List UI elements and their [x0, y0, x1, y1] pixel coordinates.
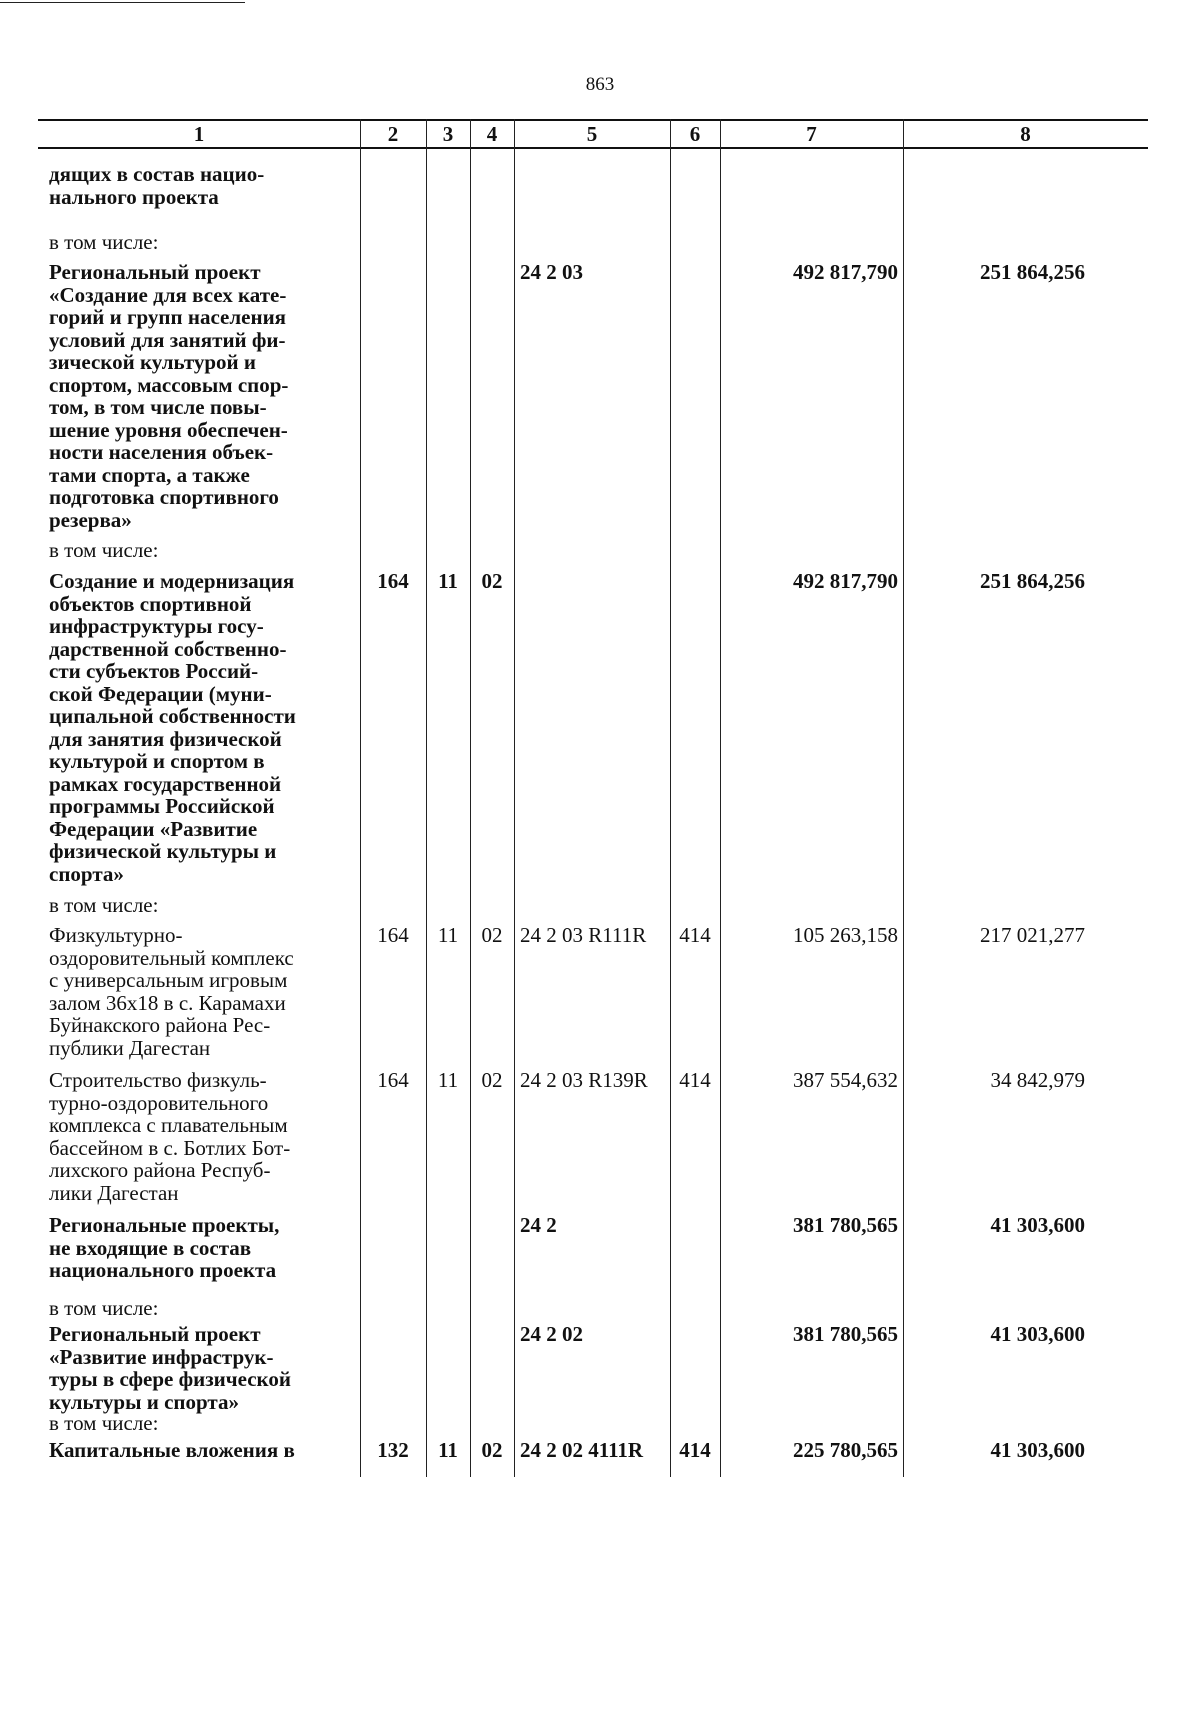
cell-c4: 02 [481, 569, 503, 593]
table-row [38, 1412, 1148, 1435]
page-number: 863 [585, 74, 615, 95]
row-title-line: нального проекта [49, 184, 219, 209]
row-title-line: ской Федерации (муни- [49, 681, 272, 706]
row-title-line: не входящие в состав [49, 1235, 252, 1260]
row-title-line: Региональные проекты, [49, 1213, 280, 1237]
cell-c2: 164 [377, 569, 409, 593]
row-title-line: в том числе: [49, 1411, 159, 1435]
row-title-line: Физкультурно- [49, 923, 183, 947]
budget-table [38, 119, 1148, 1462]
column-rule [360, 147, 361, 1477]
table-row [38, 1297, 1148, 1320]
row-title-line: Капитальные вложения в [49, 1438, 295, 1462]
cell-c8: 41 303,600 [990, 1438, 1085, 1462]
row-title-line: спортом, массовым спор- [49, 372, 289, 397]
table-row [38, 570, 1148, 885]
cell-c7: 105 263,158 [793, 923, 898, 947]
header-rule [903, 119, 904, 147]
header-rule [514, 119, 515, 147]
row-title [49, 1069, 374, 1204]
cell-c8: 251 864,256 [980, 569, 1085, 593]
table-row [38, 924, 1148, 1059]
row-title-line: Создание и модернизация [49, 569, 295, 593]
cell-c2: 164 [377, 1068, 409, 1092]
row-title-line: горий и групп населения [49, 305, 287, 329]
col-header-2: 2 [387, 122, 399, 146]
row-title-line: лики Дагестан [49, 1180, 179, 1205]
table-row [38, 1069, 1148, 1204]
row-title [49, 1412, 374, 1435]
row-title-line: том, в том числе повы- [49, 395, 267, 419]
row-title-line: рамках государственной [49, 771, 282, 796]
row-title [49, 570, 374, 885]
column-rule [720, 147, 721, 1477]
row-title [49, 261, 374, 531]
col-header-3: 3 [442, 122, 454, 146]
row-title-line: национального проекта [49, 1258, 277, 1282]
row-title-line: дарственной собственно- [49, 636, 287, 661]
table-row [38, 1439, 1148, 1462]
cell-c5: 24 2 03 R111R [520, 923, 647, 947]
cell-c7: 492 817,790 [793, 569, 898, 593]
cell-c6: 414 [679, 1068, 711, 1092]
row-title [49, 1323, 374, 1413]
row-title [49, 894, 374, 917]
col-header-4: 4 [486, 122, 498, 146]
row-title-line: бассейном в с. Ботлих Бот- [49, 1135, 291, 1160]
cell-c7: 492 817,790 [793, 260, 898, 284]
row-title [49, 539, 374, 562]
row-title-line: ципальной собственности [49, 704, 296, 728]
col-header-1: 1 [193, 122, 205, 146]
column-rule [514, 147, 515, 1477]
row-title-line: залом 36х18 в с. Карамахи [49, 990, 286, 1015]
cell-c7: 381 780,565 [793, 1213, 898, 1237]
row-title-line: подготовка спортивного [49, 485, 279, 509]
row-title-line: программы Российской [49, 794, 275, 818]
row-title-line: зической культурой и [49, 350, 256, 374]
row-title-line: тами спорта, а также [49, 462, 250, 487]
row-title-line: спорта» [49, 861, 124, 886]
row-title-line: культурой и спортом в [49, 749, 265, 773]
col-header-6: 6 [689, 122, 701, 146]
row-title-line: дящих в состав нацио- [49, 162, 265, 186]
header-rule [470, 119, 471, 147]
row-title-line: объектов спортивной [49, 591, 252, 616]
table-row [38, 539, 1148, 562]
row-title-line: лихского района Респуб- [49, 1158, 271, 1182]
row-title-line: культуры и спорта» [49, 1389, 239, 1414]
row-title [49, 1439, 374, 1462]
row-title-line: комплекса с плавательным [49, 1113, 288, 1137]
cell-c3: 11 [437, 1068, 459, 1092]
cell-c5: 24 2 02 4111R [520, 1438, 644, 1462]
row-title-line: шение уровня обеспечен- [49, 417, 288, 442]
row-title-line: ности населения объек- [49, 440, 274, 464]
table-header [38, 119, 1148, 149]
row-title-line: в том числе: [49, 893, 159, 917]
row-title-line: в том числе: [49, 538, 159, 562]
row-title [49, 1214, 374, 1282]
top-rule [0, 2, 245, 3]
row-title-line: турно-оздоровительного [49, 1090, 269, 1115]
col-header-8: 8 [1020, 122, 1031, 146]
column-rule [470, 147, 471, 1477]
cell-c7: 387 554,632 [793, 1068, 898, 1092]
header-rule [360, 119, 361, 147]
col-header-7: 7 [806, 122, 817, 146]
row-title [49, 1297, 374, 1320]
cell-c4: 02 [481, 923, 503, 947]
header-rule [426, 119, 427, 147]
row-title [49, 163, 374, 208]
cell-c5: 24 2 [520, 1213, 557, 1237]
row-title-line: Строительство физкуль- [49, 1068, 267, 1092]
row-title-line: в том числе: [49, 1296, 159, 1320]
row-title [49, 231, 374, 254]
cell-c5: 24 2 02 [520, 1322, 583, 1346]
cell-c7: 225 780,565 [793, 1438, 898, 1462]
row-title-line: с универсальным игровым [49, 968, 288, 992]
row-title [49, 924, 374, 1059]
cell-c4: 02 [481, 1068, 503, 1092]
row-title-line: Буйнакского района Рес- [49, 1013, 271, 1037]
row-title-line: оздоровительный комплекс [49, 945, 294, 970]
cell-c6: 414 [679, 923, 711, 947]
cell-c8: 251 864,256 [980, 260, 1085, 284]
table-row [38, 163, 1148, 208]
column-rule [670, 147, 671, 1477]
row-title-line: физической культуры и [49, 839, 277, 863]
table-row [38, 261, 1148, 531]
row-title-line: сти субъектов Россий- [49, 659, 259, 683]
cell-c5: 24 2 03 [520, 260, 583, 284]
cell-c8: 34 842,979 [990, 1068, 1085, 1092]
row-title-line: для занятия физической [49, 726, 282, 751]
table-row [38, 1214, 1148, 1282]
column-rule [426, 147, 427, 1477]
column-rule [903, 147, 904, 1477]
row-title-line: резерва» [49, 507, 132, 532]
cell-c3: 11 [437, 923, 459, 947]
row-title-line: в том числе: [49, 230, 159, 254]
cell-c5: 24 2 03 R139R [520, 1068, 648, 1092]
cell-c3: 11 [438, 569, 458, 593]
header-rule [720, 119, 721, 147]
row-title-line: «Развитие инфраструк- [49, 1344, 274, 1369]
cell-c8: 41 303,600 [990, 1322, 1085, 1346]
row-title-line: Федерации «Развитие [49, 816, 258, 841]
row-title-line: туры в сфере физической [49, 1367, 291, 1391]
cell-c3: 11 [438, 1438, 458, 1462]
cell-c6: 414 [679, 1438, 711, 1462]
table-row [38, 231, 1148, 254]
row-title-line: Региональный проект [49, 260, 261, 284]
cell-c4: 02 [481, 1438, 503, 1462]
col-header-5: 5 [586, 122, 598, 146]
row-title-line: публики Дагестан [49, 1035, 211, 1060]
table-row [38, 894, 1148, 917]
cell-c7: 381 780,565 [793, 1322, 898, 1346]
header-rule [670, 119, 671, 147]
cell-c8: 41 303,600 [990, 1213, 1085, 1237]
row-title-line: условий для занятий фи- [49, 327, 286, 352]
cell-c8: 217 021,277 [980, 923, 1085, 947]
row-title-line: Региональный проект [49, 1322, 261, 1346]
table-row [38, 1323, 1148, 1413]
row-title-line: инфраструктуры госу- [49, 614, 264, 638]
cell-c2: 132 [377, 1438, 409, 1462]
row-title-line: «Создание для всех кате- [49, 282, 287, 307]
cell-c2: 164 [377, 923, 409, 947]
